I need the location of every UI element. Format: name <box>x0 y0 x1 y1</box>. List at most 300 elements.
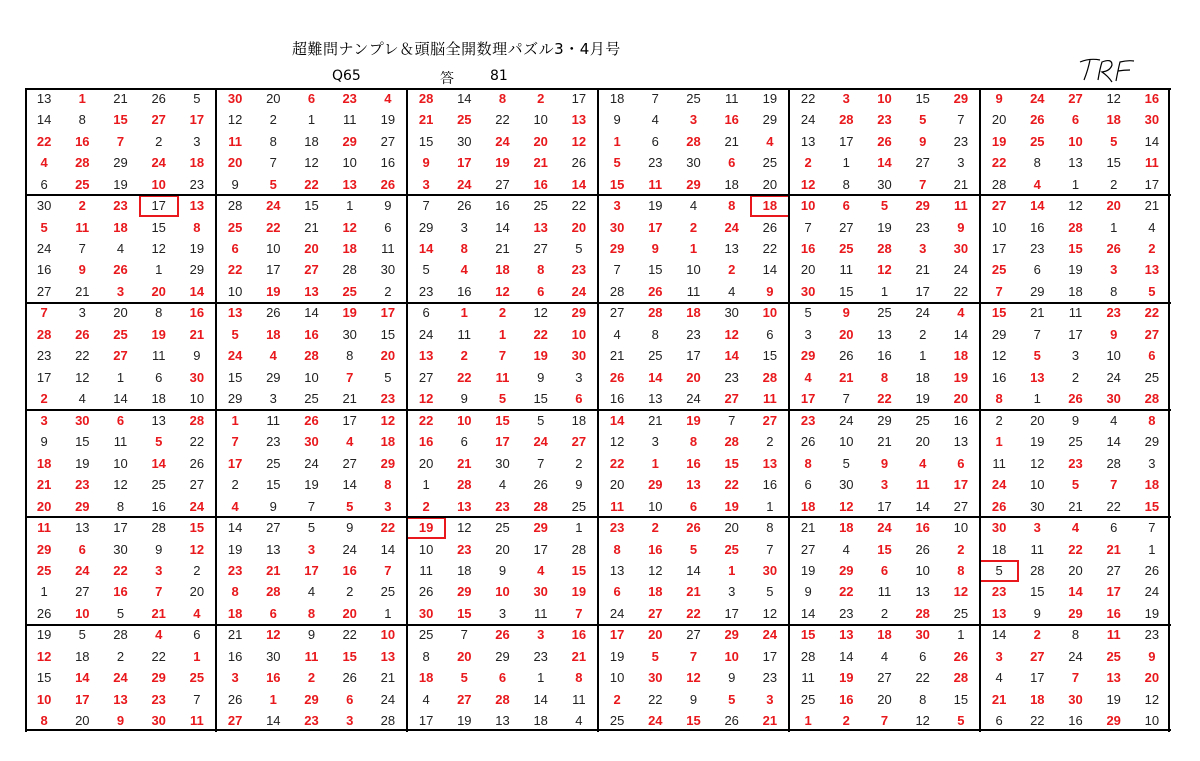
grid-cell: 24 <box>609 605 625 621</box>
grid-cell: 5 <box>78 627 86 643</box>
grid-cell: 9 <box>384 198 392 214</box>
grid-cell: 2 <box>346 584 354 600</box>
grid-cell: 13 <box>724 241 739 256</box>
grid-cell: 9 <box>613 112 621 128</box>
grid-cell: 4 <box>613 326 621 342</box>
grid-cell: 14 <box>304 305 319 321</box>
grid-cell: 14 <box>1106 434 1121 450</box>
grid-cell: 6 <box>193 627 201 643</box>
grid-cell: 7 <box>842 391 850 407</box>
grid-divider-vertical <box>979 88 981 732</box>
grid-cell: 21 <box>75 283 90 299</box>
grid-cell: 5 <box>919 112 927 128</box>
grid-cell: 6 <box>346 691 354 707</box>
grid-cell: 17 <box>724 605 739 621</box>
grid-cell: 29 <box>533 520 548 536</box>
grid-cell: 5 <box>384 369 392 385</box>
grid-cell: 3 <box>78 305 86 321</box>
grid-cell: 29 <box>304 691 319 707</box>
grid-cell: 29 <box>991 326 1007 342</box>
grid-cell: 4 <box>766 133 774 149</box>
grid-cell: 16 <box>1030 219 1045 235</box>
grid-cell: 24 <box>533 434 548 450</box>
grid-cell: 9 <box>231 176 239 192</box>
grid-cell: 6 <box>498 670 507 686</box>
grid-cell: 8 <box>422 648 430 664</box>
grid-cell: 5 <box>957 713 965 729</box>
grid-cell: 16 <box>1068 713 1083 729</box>
grid-cell: 18 <box>1030 691 1045 707</box>
grid-cell: 11 <box>190 713 204 729</box>
puzzle-grid <box>25 88 1171 732</box>
grid-cell: 1 <box>842 155 850 171</box>
grid-cell: 23 <box>648 155 663 171</box>
grid-cell: 21 <box>36 477 52 493</box>
grid-cell: 13 <box>342 176 357 192</box>
grid-cell: 24 <box>227 348 243 364</box>
grid-cell: 19 <box>724 498 739 514</box>
grid-cell: 7 <box>995 283 1003 299</box>
grid-cell: 16 <box>342 563 357 578</box>
grid-cell: 13 <box>991 605 1007 621</box>
grid-cell: 15 <box>1030 584 1045 600</box>
grid-cell: 24 <box>342 541 357 557</box>
grid-cell: 11 <box>724 90 739 106</box>
grid-cell: 5 <box>979 560 1019 582</box>
grid-cell: 6 <box>307 90 316 106</box>
grid-cell: 9 <box>116 713 125 729</box>
grid-cell: 9 <box>460 391 468 407</box>
grid-cell: 14 <box>1068 584 1083 600</box>
grid-cell: 23 <box>991 584 1007 600</box>
grid-cell: 18 <box>75 648 90 664</box>
grid-cell: 4 <box>1110 412 1118 428</box>
grid-cell: 6 <box>384 219 392 235</box>
grid-cell: 5 <box>231 326 239 342</box>
grid-cell: 25 <box>609 713 625 729</box>
grid-cell: 2 <box>957 541 965 557</box>
grid-cell: 21 <box>113 90 128 106</box>
grid-cell: 11 <box>533 605 548 621</box>
grid-cell: 20 <box>877 691 892 707</box>
grid-cell: 4 <box>689 198 698 214</box>
grid-cell: 6 <box>269 605 277 621</box>
grid-cell: 27 <box>418 369 434 385</box>
grid-cell: 26 <box>304 412 319 428</box>
grid-cell: 8 <box>766 520 774 536</box>
grid-cell: 26 <box>533 477 548 493</box>
grid-cell: 11 <box>992 455 1006 471</box>
grid-cell: 1 <box>1110 219 1118 235</box>
grid-cell: 4 <box>116 241 125 256</box>
grid-cell: 26 <box>800 434 816 450</box>
grid-cell: 6 <box>1071 112 1080 128</box>
grid-cell: 26 <box>724 713 739 729</box>
grid-cell: 22 <box>36 133 52 149</box>
grid-cell: 12 <box>877 262 892 278</box>
grid-cell: 17 <box>457 155 472 171</box>
grid-cell: 20 <box>991 112 1007 128</box>
grid-cell: 30 <box>495 455 510 471</box>
grid-cell: 27 <box>189 477 205 493</box>
grid-cell: 29 <box>686 176 701 192</box>
grid-cell: 5 <box>1148 283 1156 299</box>
grid-cell: 22 <box>75 348 90 364</box>
grid-cell: 22 <box>418 412 434 428</box>
grid-cell: 30 <box>724 305 739 321</box>
grid-cell: 23 <box>380 391 396 407</box>
grid-cell: 15 <box>877 541 892 557</box>
grid-cell: 9 <box>995 90 1003 106</box>
grid-cell: 10 <box>533 112 548 128</box>
grid-cell: 10 <box>953 520 969 536</box>
grid-cell: 13 <box>75 520 90 536</box>
grid-cell: 24 <box>877 520 892 536</box>
grid-cell: 26 <box>686 520 701 536</box>
question-number: Q65 <box>332 68 361 84</box>
grid-cell: 6 <box>155 369 163 385</box>
grid-cell: 15 <box>648 262 663 278</box>
grid-cell: 20 <box>1106 198 1121 214</box>
grid-cell: 8 <box>957 563 965 578</box>
grid-cell: 12 <box>304 155 319 171</box>
grid-cell: 6 <box>40 176 48 192</box>
grid-cell: 11 <box>419 563 433 578</box>
grid-cell: 16 <box>1106 605 1121 621</box>
grid-cell: 27 <box>457 691 472 707</box>
grid-cell: 20 <box>342 605 357 621</box>
grid-cell: 9 <box>155 541 163 557</box>
grid-cell: 17 <box>495 434 510 450</box>
grid-cell: 26 <box>75 326 90 342</box>
grid-cell: 1 <box>460 305 468 321</box>
grid-cell: 27 <box>533 241 548 256</box>
grid-cell: 24 <box>686 391 701 407</box>
grid-divider-horizontal <box>25 409 1171 411</box>
grid-cell: 10 <box>342 155 357 171</box>
grid-cell: 15 <box>75 434 90 450</box>
grid-cell: 23 <box>418 283 434 299</box>
grid-cell: 19 <box>342 305 357 321</box>
grid-cell: 22 <box>686 605 701 621</box>
grid-cell: 24 <box>304 455 319 471</box>
grid-cell: 2 <box>766 434 774 450</box>
grid-cell: 3 <box>728 584 736 600</box>
grid-cell: 26 <box>839 348 854 364</box>
grid-cell: 6 <box>880 563 889 578</box>
grid-cell: 28 <box>36 326 52 342</box>
grid-cell: 8 <box>842 176 850 192</box>
grid-cell: 23 <box>762 670 778 686</box>
grid-cell: 3 <box>498 605 507 621</box>
grid-cell: 20 <box>36 498 52 514</box>
grid-cell: 11 <box>686 283 701 299</box>
grid-cell: 12 <box>266 627 281 643</box>
grid-cell: 30 <box>533 584 548 600</box>
grid-cell: 28 <box>991 176 1007 192</box>
grid-cell: 30 <box>36 198 52 214</box>
grid-cell: 12 <box>839 498 854 514</box>
grid-cell: 3 <box>346 713 354 729</box>
grid-cell: 23 <box>533 648 548 664</box>
grid-cell: 30 <box>113 541 128 557</box>
grid-cell: 28 <box>151 520 166 536</box>
grid-cell: 9 <box>919 133 927 149</box>
grid-cell: 1 <box>804 713 812 729</box>
grid-cell: 3 <box>155 563 163 578</box>
grid-cell: 25 <box>648 348 663 364</box>
grid-cell: 9 <box>689 691 698 707</box>
grid-cell: 27 <box>1144 326 1160 342</box>
grid-cell: 23 <box>686 326 701 342</box>
grid-cell: 19 <box>991 133 1007 149</box>
grid-cell: 1 <box>231 412 239 428</box>
grid-cell: 27 <box>915 155 930 171</box>
grid-cell: 17 <box>1106 584 1121 600</box>
grid-cell: 24 <box>151 155 166 171</box>
grid-cell: 11 <box>37 520 51 536</box>
grid-cell: 10 <box>113 455 128 471</box>
grid-cell: 16 <box>418 434 434 450</box>
grid-cell: 29 <box>342 133 357 149</box>
grid-cell: 12 <box>1106 90 1121 106</box>
grid-cell: 18 <box>953 348 969 364</box>
grid-cell: 7 <box>384 563 392 578</box>
grid-cell: 5 <box>155 434 163 450</box>
grid-cell: 13 <box>227 305 243 321</box>
grid-cell: 21 <box>877 434 892 450</box>
grid-cell: 17 <box>991 241 1007 256</box>
grid-cell: 20 <box>113 305 128 321</box>
grid-cell: 13 <box>915 584 930 600</box>
grid-cell: 2 <box>537 90 545 106</box>
grid-cell: 2 <box>78 198 86 214</box>
grid-cell: 27 <box>953 498 969 514</box>
grid-cell: 23 <box>189 176 205 192</box>
grid-cell: 7 <box>40 305 48 321</box>
grid-cell: 20 <box>75 713 90 729</box>
grid-cell: 4 <box>957 305 965 321</box>
grid-cell: 15 <box>915 90 930 106</box>
grid-cell: 26 <box>418 584 434 600</box>
grid-cell: 6 <box>613 584 621 600</box>
grid-cell: 21 <box>800 520 816 536</box>
grid-cell: 4 <box>155 627 163 643</box>
grid-cell: 20 <box>304 241 319 256</box>
grid-cell: 11 <box>1030 541 1045 557</box>
grid-cell: 7 <box>537 455 545 471</box>
grid-cell: 11 <box>381 241 395 256</box>
grid-cell: 10 <box>686 262 701 278</box>
grid-cell: 9 <box>422 155 430 171</box>
grid-cell: 14 <box>839 648 854 664</box>
grid-cell: 21 <box>724 133 739 149</box>
grid-cell: 27 <box>380 133 396 149</box>
grid-cell: 17 <box>1144 176 1160 192</box>
grid-cell: 24 <box>1068 648 1083 664</box>
grid-cell: 4 <box>460 262 468 278</box>
grid-cell: 20 <box>266 90 281 106</box>
grid-cell: 12 <box>342 219 357 235</box>
grid-cell: 30 <box>1144 112 1160 128</box>
grid-cell: 16 <box>686 455 701 471</box>
grid-cell: 18 <box>380 434 396 450</box>
grid-cell: 8 <box>460 241 468 256</box>
grid-cell: 27 <box>227 713 243 729</box>
grid-cell: 22 <box>609 455 625 471</box>
grid-cell: 12 <box>991 348 1007 364</box>
grid-cell: 7 <box>422 198 430 214</box>
grid-cell: 24 <box>915 305 930 321</box>
grid-cell: 21 <box>953 176 969 192</box>
grid-cell: 29 <box>1106 713 1121 729</box>
grid-cell: 5 <box>804 305 812 321</box>
grid-cell: 22 <box>839 584 854 600</box>
grid-cell: 4 <box>651 112 659 128</box>
grid-cell: 7 <box>957 112 965 128</box>
grid-cell: 29 <box>762 112 778 128</box>
grid-cell: 19 <box>839 670 854 686</box>
grid-cell: 14 <box>915 498 930 514</box>
grid-cell: 7 <box>269 155 277 171</box>
grid-cell: 8 <box>1148 412 1156 428</box>
grid-cell: 11 <box>801 670 815 686</box>
grid-cell: 19 <box>227 541 243 557</box>
grid-cell: 29 <box>75 498 90 514</box>
grid-cell: 12 <box>1068 198 1083 214</box>
grid-cell: 26 <box>227 691 243 707</box>
grid-cell: 10 <box>266 241 281 256</box>
grid-cell: 14 <box>418 241 434 256</box>
grid-cell: 3 <box>957 155 965 171</box>
grid-cell: 20 <box>839 326 854 342</box>
grid-cell: 13 <box>648 391 663 407</box>
grid-cell: 29 <box>113 155 128 171</box>
grid-cell: 8 <box>193 219 201 235</box>
grid-cell: 19 <box>151 326 166 342</box>
grid-cell: 28 <box>915 605 930 621</box>
grid-cell: 9 <box>346 520 354 536</box>
grid-cell: 8 <box>1033 155 1041 171</box>
grid-cell: 28 <box>839 112 854 128</box>
grid-cell: 21 <box>495 241 510 256</box>
grid-cell: 1 <box>957 627 965 643</box>
grid-cell: 29 <box>36 541 52 557</box>
grid-cell: 3 <box>269 391 277 407</box>
grid-cell: 17 <box>342 412 357 428</box>
grid-cell: 25 <box>533 198 548 214</box>
grid-cell: 17 <box>533 541 548 557</box>
grid-cell: 18 <box>457 563 472 578</box>
grid-cell: 30 <box>342 326 357 342</box>
grid-cell: 8 <box>613 541 621 557</box>
grid-cell: 5 <box>689 541 698 557</box>
grid-cell: 24 <box>457 176 472 192</box>
grid-cell: 24 <box>36 241 52 256</box>
grid-cell: 12 <box>686 670 701 686</box>
grid-cell: 10 <box>151 176 166 192</box>
grid-cell: 30 <box>266 648 281 664</box>
grid-cell: 4 <box>804 369 812 385</box>
grid-cell: 14 <box>75 670 90 686</box>
grid-cell: 26 <box>571 155 587 171</box>
grid-cell: 15 <box>1068 241 1083 256</box>
grid-cell: 17 <box>75 691 90 707</box>
grid-cell: 28 <box>266 584 281 600</box>
grid-cell: 11 <box>266 412 281 428</box>
grid-cell: 3 <box>460 219 468 235</box>
grid-cell: 27 <box>342 455 357 471</box>
grid-cell: 3 <box>880 477 889 493</box>
grid-cell: 22 <box>1030 713 1045 729</box>
grid-cell: 14 <box>724 348 739 364</box>
grid-cell: 23 <box>1030 241 1045 256</box>
grid-cell: 26 <box>189 455 205 471</box>
grid-cell: 30 <box>418 605 434 621</box>
grid-cell: 6 <box>995 713 1003 729</box>
grid-cell: 11 <box>763 391 777 407</box>
grid-cell: 23 <box>266 434 281 450</box>
grid-cell: 18 <box>877 627 892 643</box>
grid-cell: 4 <box>1071 520 1080 536</box>
grid-cell: 3 <box>537 627 545 643</box>
grid-cell: 2 <box>995 412 1003 428</box>
grid-cell: 1 <box>1148 541 1156 557</box>
grid-cell: 4 <box>995 670 1003 686</box>
grid-cell: 19 <box>36 627 52 643</box>
grid-cell: 27 <box>839 219 854 235</box>
grid-cell: 24 <box>762 627 778 643</box>
grid-cell: 3 <box>766 691 774 707</box>
grid-cell: 6 <box>689 498 698 514</box>
grid-cell: 8 <box>880 369 889 385</box>
grid-cell: 15 <box>495 412 510 428</box>
grid-cell: 25 <box>686 90 701 106</box>
grid-cell: 29 <box>839 563 854 578</box>
grid-cell: 2 <box>1110 176 1118 192</box>
grid-cell: 4 <box>842 541 850 557</box>
grid-cell: 4 <box>1033 176 1041 192</box>
grid-cell: 20 <box>1068 563 1083 578</box>
grid-cell: 15 <box>418 133 434 149</box>
grid-cell: 20 <box>571 219 587 235</box>
grid-cell: 24 <box>75 563 90 578</box>
grid-divider-vertical <box>788 88 790 732</box>
grid-cell: 1 <box>498 326 507 342</box>
grid-cell: 27 <box>75 584 90 600</box>
grid-cell: 28 <box>571 541 587 557</box>
grid-cell: 30 <box>648 670 663 686</box>
grid-cell: 9 <box>880 455 889 471</box>
grid-cell: 21 <box>189 326 205 342</box>
grid-cell: 20 <box>189 584 205 600</box>
grid-cell: 5 <box>307 520 316 536</box>
grid-cell: 2 <box>842 713 850 729</box>
grid-cell: 29 <box>457 584 472 600</box>
grid-cell: 28 <box>457 477 472 493</box>
grid-cell: 22 <box>762 241 778 256</box>
grid-cell: 21 <box>1068 498 1083 514</box>
grid-cell: 29 <box>915 198 930 214</box>
grid-cell: 5 <box>651 648 659 664</box>
grid-cell: 17 <box>227 455 243 471</box>
grid-cell: 17 <box>877 498 892 514</box>
grid-cell: 29 <box>189 262 205 278</box>
grid-cell: 24 <box>953 262 969 278</box>
grid-cell: 8 <box>537 262 545 278</box>
grid-cell: 16 <box>915 520 930 536</box>
grid-cell: 1 <box>78 90 86 106</box>
